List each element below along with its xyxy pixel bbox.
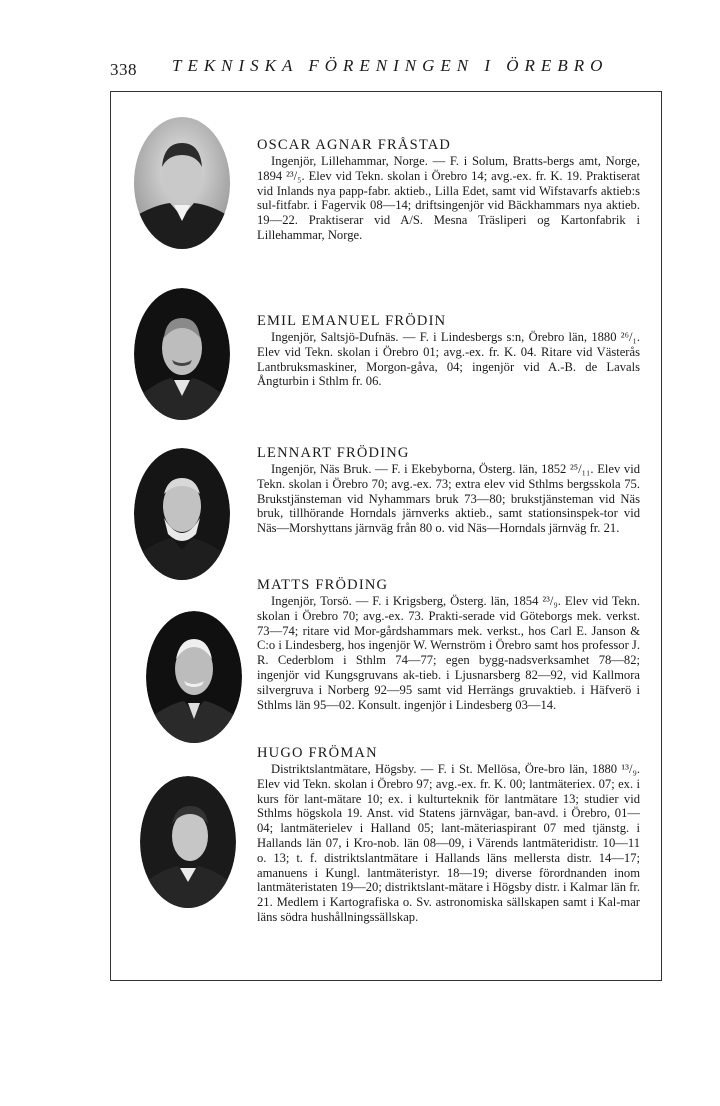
biography-text: Ingenjör, Näs Bruk. — F. i Ekebyborna, Österg. län, 1852 ²⁵/₁₁. Elev vid Tekn. skolan i Örebro 70; avg.-ex. 73; extra elev vid Sthlms bergsskola 75. Brukstjänsteman vid Nyhammars bruk 73—80; brukstjänsteman vid Näs bruk, tillhörande Horndals järnverks aktieb., samt stationsinspek-tor vid Näs—Morshyttans järnväg från 80 o. vid Näs—Horndals järnväg fr. 21. [257, 462, 640, 536]
biography-entry [257, 137, 640, 243]
person-name: LENNART FRÖDING [257, 445, 410, 461]
biography-entry [257, 577, 640, 712]
portrait-photo [134, 288, 230, 420]
biography-entry [257, 313, 640, 389]
running-head: TEKNISKA FÖRENINGEN I ÖREBRO [172, 56, 609, 75]
portrait-photo [134, 117, 230, 249]
person-name: EMIL EMANUEL FRÖDIN [257, 313, 447, 329]
page-number: 338 [110, 60, 137, 79]
portrait-photo [140, 776, 236, 908]
biography-text: Ingenjör, Lillehammar, Norge. — F. i Solum, Bratts-bergs amt, Norge, 1894 ²³/₅. Elev vid Tekn. skolan i Örebro 14; avg.-ex. fr. K. 19. Praktiserat vid Inlands nya papp-fabr. aktieb., Lilla Edet, samt vid Wifstavarfs aktieb:s sul-fitfabr. i Fagervik 08—14; driftsingenjör vid Bäckhammars nya aktieb. 19—22. Praktiserar vid A/S. Mesna Träsliperi og Kartonfabrik i Lillehammar, Norge. [257, 154, 640, 242]
biography-entry [257, 745, 640, 925]
portrait-photo [146, 611, 242, 743]
biography-text: Ingenjör, Torsö. — F. i Krigsberg, Österg. län, 1854 ²³/₉. Elev vid Tekn. skolan i Örebro 70; avg.-ex. 73. Prakti-serade vid Göteborgs mek. verkst. 73—74; ritare vid Mor-gårdshammars mek. verkst., hos Carl E. Janson & C:o i Lindesberg, hos ingenjör W. Wernström i Örebro samt hos professor J. R. Cederblom i Sthlm 74—77; egen bygg-nadsverksamhet 78—82; ingenjör vid Kungsgruvans ak-tieb. i Ljusnarsberg 82—92, vid Kallmora silvergruva i Norberg 92—95 samt vid Herrängs gruvaktieb. i Häfverö i Sthlms län 95—02. Konsult. ingenjör i Lindesberg 03—14. [257, 594, 640, 712]
portrait-photo [134, 448, 230, 580]
person-name: MATTS FRÖDING [257, 577, 389, 593]
biography-text: Ingenjör, Saltsjö-Dufnäs. — F. i Lindesbergs s:n, Örebro län, 1880 ²⁶/₁. Elev vid Tekn. skolan i Örebro 01; avg.-ex. fr. K. 04. Ritare vid Västerås Lantbruksmaskiner, Morgon-gåva, 04; ingenjör vid A.-B. de Lavals Ångturbin i Sthlm fr. 06. [257, 330, 640, 389]
person-name: OSCAR AGNAR FRÅSTAD [257, 137, 452, 153]
biography-entry [257, 445, 640, 536]
person-name: HUGO FRÖMAN [257, 745, 378, 761]
biography-text: Distriktslantmätare, Högsby. — F. i St. Mellösa, Öre-bro län, 1880 ¹³/₉. Elev vid Tekn. skolan i Örebro 97; avg.-ex. fr. K. 00; lantmäteriex. 07; ex. i kurs för lant-mätare 10; ex. i kulturteknik för lantmätare 13; studier vid Sthlms högskola 19. Anst. vid Statens järnvägar, ban-avd. i Örebro, 01—04; lantmäterielev i Halland 05; lant-mäteriaspirant 07 med tjänstg. i Hallands län 07, i Kro-nob. län 08—09, i Värends lantmäteridistr. 10—11 o. 13; t. f. distriktslantmätare i Hallands läns mellersta distr. 14—17; amanuens i Kungl. lantmäteristyr. 18—19; diverse förordnanden inom lantmäteristaten 19—20; distriktslant-mätare i Högsby distr. i Kalmar län fr. 21. Medlem i Kartografiska o. Sv. astronomiska sällskapen samt i Kal-mar läns södra hushållningssällskap. [257, 762, 640, 924]
